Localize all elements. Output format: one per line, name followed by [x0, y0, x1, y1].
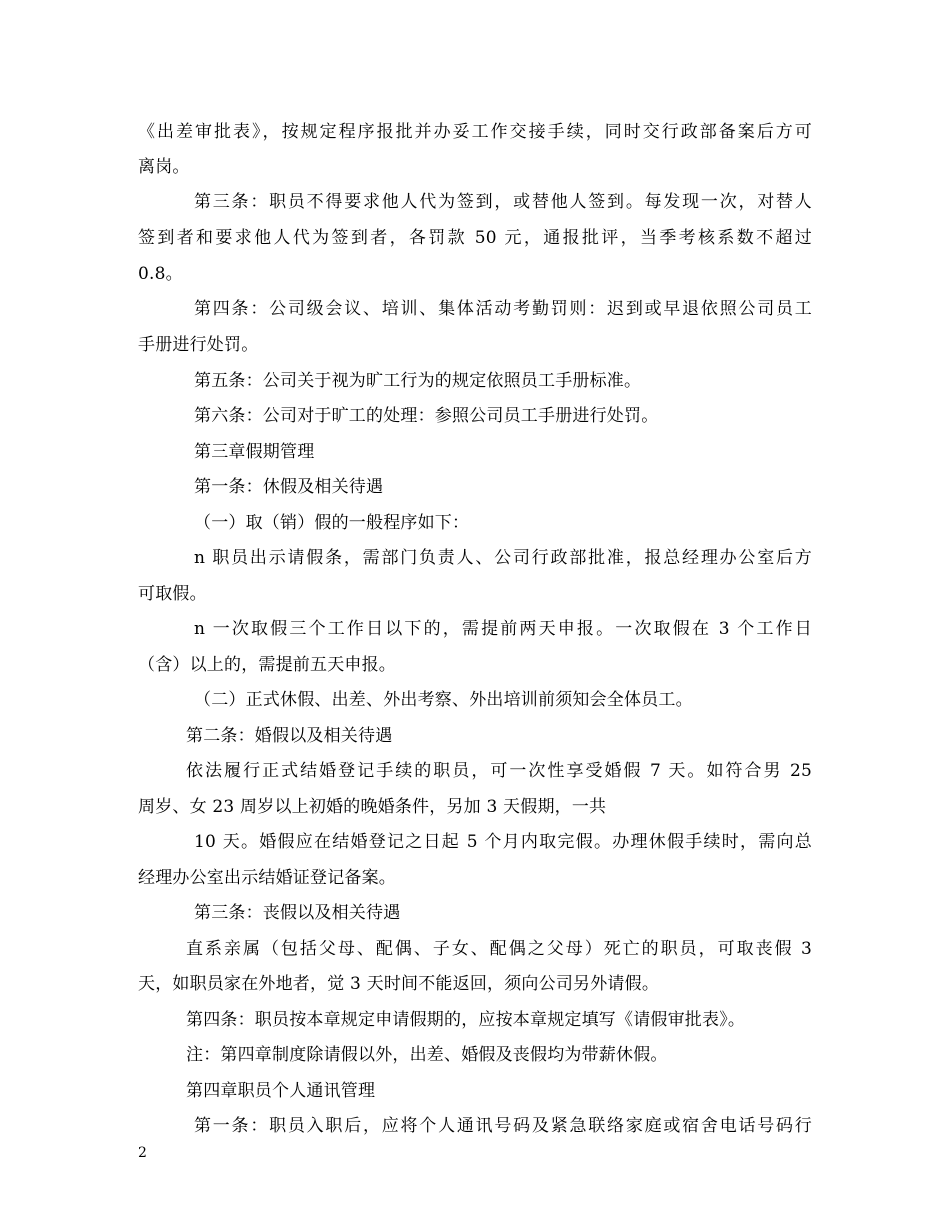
- text-line: n 职员出示请假条，需部门负责人、公司行政部批准，报总经理办公室后方: [194, 548, 812, 568]
- text-line: 经理办公室出示结婚证登记备案。: [138, 868, 396, 888]
- note-line: 注：第四章制度除请假以外，出差、婚假及丧假均为带薪休假。: [186, 1045, 668, 1065]
- chapter-heading: 第三章假期管理: [194, 442, 315, 462]
- text-line: 可取假。: [138, 584, 207, 604]
- text-line: （二）正式休假、出差、外出考察、外出培训前须知会全体员工。: [194, 690, 693, 710]
- text-line: 第四条：公司级会议、培训、集体活动考勤罚则：迟到或早退依照公司员工: [194, 299, 812, 319]
- text-line: 第一条：职员入职后，应将个人通讯号码及紧急联络家庭或宿舍电话号码行: [194, 1116, 812, 1136]
- text-line: （含）以上的，需提前五天申报。: [138, 655, 396, 675]
- text-line: 第四条：职员按本章规定申请假期的，应按本章规定填写《请假审批表》。: [186, 1010, 746, 1030]
- article-heading: 第二条：婚假以及相关待遇: [186, 726, 393, 746]
- page-number: 2: [138, 1145, 147, 1161]
- text-line: 0.8。: [138, 264, 183, 284]
- text-line: 离岗。: [138, 157, 190, 177]
- text-line: 周岁、女 23 周岁以上初婚的晚婚条件，另加 3 天假期，一共: [138, 797, 607, 817]
- article-heading: 第一条：休假及相关待遇: [194, 477, 384, 497]
- text-line: 第六条：公司对于旷工的处理：参照公司员工手册进行处罚。: [194, 406, 659, 426]
- text-line: （一）取（销）假的一般程序如下：: [194, 513, 470, 533]
- text-line: 签到者和要求他人代为签到者，各罚款 50 元，通报批评，当季考核系数不超过: [138, 228, 812, 248]
- text-line: 依法履行正式结婚登记手续的职员，可一次性享受婚假 7 天。如符合男 25: [186, 761, 812, 781]
- text-line: 天，如职员家在外地者，觉 3 天时间不能返回，须向公司另外请假。: [138, 974, 660, 994]
- chapter-heading: 第四章职员个人通讯管理: [186, 1081, 376, 1101]
- text-line: 直系亲属（包括父母、配偶、子女、配偶之父母）死亡的职员，可取丧假 3: [186, 939, 812, 959]
- article-heading: 第三条：丧假以及相关待遇: [194, 903, 401, 923]
- text-line: 手册进行处罚。: [138, 335, 259, 355]
- text-line: 10 天。婚假应在结婚登记之日起 5 个月内取完假。办理休假手续时，需向总: [194, 832, 812, 852]
- text-line: n 一次取假三个工作日以下的，需提前两天申报。一次取假在 3 个工作日: [194, 619, 812, 639]
- text-line: 第三条：职员不得要求他人代为签到，或替他人签到。每发现一次，对替人: [194, 192, 812, 212]
- text-line: 第五条：公司关于视为旷工行为的规定依照员工手册标准。: [194, 371, 642, 391]
- text-line: 《出差审批表》，按规定程序报批并办妥工作交接手续，同时交行政部备案后方可: [138, 122, 812, 142]
